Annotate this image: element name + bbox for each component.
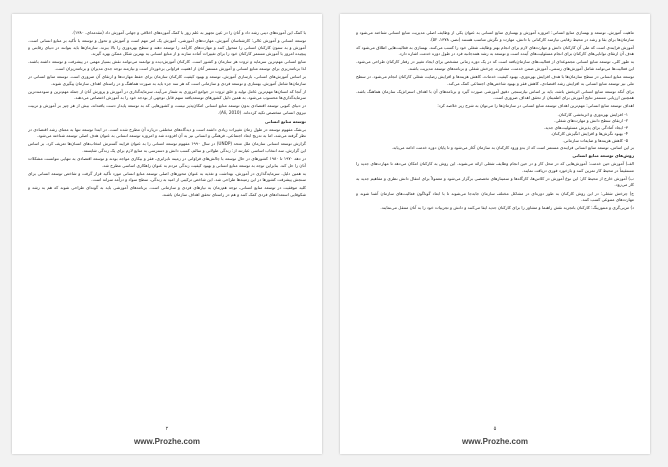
section-heading: روش‌های توسعه منابع انسانی	[572, 153, 634, 159]
list-item: ۱- افزایش بهره‌وری و اثربخشی کارکنان.	[557, 111, 628, 117]
paragraph: ج) چرخش شغلی: در این روش کارکنان به طور دوره‌ای در مشاغل مختلف سازمان جابه‌جا می‌شوند تا با ابعاد گوناگون فعالیت‌های سازمان آشنا شوند و مهارت‌های متنوعی کسب کنند.	[356, 190, 634, 203]
page-left	[12, 14, 322, 454]
paragraph: به همین دلیل، سرمایه‌گذاری در آموزش، بهداشت و تغذیه به عنوان محورهای اصلی توسعه منابع انسانی مورد تأکید قرار گرفت و شاخص توسعه انسانی برای سنجش پیشرفت کشورها در این زمینه‌ها طراحی شد. این شاخص ترکیبی از امید به زندگی، سطح سواد و درآمد سرانه است.	[28, 170, 306, 183]
page-number-right: ۵	[493, 426, 497, 432]
paragraph: در دهه ۱۹۷۰ تا ۱۹۸۰ کشورهای در حال توسعه با چالش‌های فراوانی در زمینه نابرابری، فقر و بیکاری مواجه بودند و توسعه اقتصادی به تنهایی نتوانست مشکلات آنان را حل کند. بنابراین توجه به توسعه منابع انسانی و بهبود کیفیت زندگی مردم به عنوان راهکاری اساسی مطرح شد.	[28, 156, 306, 168]
page-right-content	[356, 30, 634, 424]
list-item: ۲- ارتقای سطح دانش و مهارت‌های شغلی.	[554, 118, 628, 124]
list-item: ۳- ایجاد آمادگی برای پذیرش مسئولیت‌های جدید.	[543, 124, 628, 130]
paragraph: ب) آموزش خارج از محیط کار: این نوع آموزش در کلاس‌ها، کارگاه‌ها و سمینارهای تخصصی برگزار می‌شود و معمولاً برای انتقال دانش نظری و مفاهیم جدید به کار می‌رود.	[356, 175, 634, 188]
footer-watermark-right[interactable]: www.Prozhe.com	[462, 437, 528, 446]
page-left-content	[28, 30, 306, 424]
paragraph: بر این اساس، توسعه منابع انسانی فرایندی مستمر است که از بدو ورود کارکنان به سازمان آغاز می‌شود و تا پایان دوره خدمت ادامه می‌یابد.	[391, 144, 634, 150]
list-item: ۴- بهبود نگرش‌ها و افزایش انگیزش کارکنان.	[550, 131, 628, 137]
paragraph: اهداف توسعه منابع انسانی: مهم‌ترین اهداف توسعه منابع انسانی در سازمان‌ها را می‌توان به شرح زیر خلاصه کرد:	[437, 103, 634, 109]
paragraph: بی‌شک مفهوم توسعه در طول زمان تغییرات زیادی داشته است و دیدگاه‌های مختلفی درباره آن مطرح شده است. در ابتدا توسعه تنها به معنای رشد اقتصادی در نظر گرفته می‌شد، اما به تدریج ابعاد اجتماعی، فرهنگی و انسانی نیز به آن افزوده شد و امروزه توسعه انسانی به عنوان هدف اصلی توسعه شناخته می‌شود.	[28, 126, 306, 139]
paragraph: بر اساس آموزش‌های انسانی، بازسازی آموزش، توسعه و بهبود کیفیت کارکنان سازمان برای حفظ مهارت‌ها و ارتقای آن ضروری است. توسعه منابع انسانی در سازمان‌ها شامل آموزش، بهسازی و توسعه فردی و سازمانی است که هر سه جزء باید به صورت هماهنگ و در راستای اهداف سازمان پیگیری شوند.	[28, 74, 306, 86]
paragraph: در دنیای کنونی توسعه اقتصادی بدون توسعه منابع انسانی امکان‌پذیر نیست و کشورهایی که به توسعه پایدار دست یافته‌اند، بیش از هر چیز بر آموزش و تربیت نیروی انسانی متخصص تکیه کرده‌اند. (Ali, 2010).	[28, 103, 306, 116]
paragraph: از آنجا که انسان‌ها مهم‌ترین عامل تولید و خلق ثروت در جوامع امروزی به شمار می‌آیند، سرمایه‌گذاری در آموزش و پرورش آنان از جمله مهم‌ترین و سودمندترین سرمایه‌گذاری‌ها محسوب می‌شود. به همین دلیل کشورهای توسعه‌یافته سهم قابل توجهی از بودجه خود را به آموزش اختصاص می‌دهند.	[28, 88, 306, 101]
list-item: ۵- کاهش هزینه‌ها و ضایعات سازمانی.	[562, 137, 628, 143]
paragraph: کلید موفقیت در توسعه منابع انسانی، توجه هم‌زمان به نیازهای فردی و سازمانی است. برنامه‌های آموزشی باید به گونه‌ای طراحی شوند که هم به رشد و شکوفایی استعدادهای فردی کمک کنند و هم در راستای تحقق اهداف سازمان باشند.	[28, 185, 306, 198]
page-number-left: ۲	[165, 426, 169, 432]
footer-watermark-left[interactable]: www.Prozhe.com	[134, 437, 200, 446]
paragraph: منابع انسانی مهم‌ترین سرمایه و ثروت هر سازمان و کشور است. کارکنان آموزش‌دیده و توانمند می‌توانند نقش بسیار مهمی در پیشرفت و توسعه داشته باشند. لذا برنامه‌ریزی برای توسعه منابع انسانی و آموزش مستمر آنان از اهمیت فراوانی برخوردار است و نیازمند توجه جدی مدیران و برنامه‌ریزان است.	[28, 59, 306, 71]
paragraph: د) مربی‌گری و منتورینگ: کارکنان باتجربه نقش راهنما و مشاور را برای کارکنان جدید ایفا می‌کنند و دانش و تجربیات خود را به آنان منتقل می‌نمایند.	[380, 205, 634, 211]
paragraph: گزارش توسعه انسانی سازمان ملل متحد (UNDP) در سال ۱۹۹۰ مفهوم توسعه انسانی را به عنوان فرایند گسترش انتخاب‌های انسان‌ها تعریف کرد. بر اساس این گزارش، سه انتخاب اساسی عبارتند از: زندگی طولانی و سالم، کسب دانش و دسترسی به منابع لازم برای یک زندگی شایسته.	[28, 141, 306, 153]
paragraph: الف) آموزش حین خدمت: آموزش‌هایی که در محل کار و در حین انجام وظایف شغلی ارائه می‌شوند. این روش به کارکنان امکان می‌دهد تا مهارت‌های جدید را مستقیماً در محیط کار تمرین کنند و بازخورد فوری دریافت نمایند.	[356, 161, 634, 173]
paragraph: توسعه منابع انسانی در سطح سازمان‌ها با هدف افزایش بهره‌وری، بهبود کیفیت خدمات، کاهش هزینه‌ها و افزایش رضایت شغلی کارکنان انجام می‌شود. در سطح ملی نیز توسعه منابع انسانی به افزایش رشد اقتصادی، کاهش فقر و بهبود شاخص‌های اجتماعی کمک می‌کند.	[356, 74, 634, 86]
paragraph: با کمک این آموزه‌های دینی رشد داد و آنان را در عین تجهیز به علم روز با کمک آموزه‌های اخلاقی و جهانی آموزش داد (مقدمه‌ای، ۱۳۸۰).	[71, 30, 306, 35]
paragraph: توسعه انسانی و آموزش عالی: کارشناسان آموزش، مهارت‌های آموزشی، آموزش یک امر مهم است و آموزش و تحول و توسعه با تأکید بر منابع انسانی است. آموزش و به ستون کارکنان انسانی را متحول کنند و مهارت‌های کارآمد را توسعه دهند و سطح بهره‌وری را بالا ببرند. سازمان‌ها باید بتوانند در دنیای رقابتی و پیچیده امروز با آموزش مستمر کارکنان خود را برای تغییرات آماده سازند و از منابع انسانی به بهترین شکل ممکن بهره گیرند.	[28, 38, 306, 57]
page-right	[340, 14, 650, 454]
paragraph: به طور کلی، توسعه منابع انسانی مجموعه‌ای از فعالیت‌های سازمان‌یافته است که در یک دوره زمانی مشخص برای ایجاد تغییر در رفتار کارکنان طراحی می‌شود. این فعالیت‌ها می‌توانند شامل آموزش‌های رسمی، آموزش ضمن خدمت، مشاوره، چرخش شغلی و برنامه‌های توسعه مدیریت باشند.	[356, 59, 634, 71]
paragraph: آموزش فرایندی است که طی آن کارکنان دانش و مهارت‌های لازم برای انجام بهتر وظایف شغلی خود را کسب می‌کنند. بهسازی به فعالیت‌هایی اطلاق می‌شود که هدف آن ارتقای توانایی‌های کارکنان برای انجام مسئولیت‌های آینده است و توسعه به رشد همه‌جانبه فرد در طول دوره خدمت اشاره دارد.	[356, 44, 634, 57]
section-heading: توسعه منابع انسانی	[264, 118, 306, 124]
paragraph: ماهیت آموزش، توسعه و بهسازی منابع انسانی: امروزه آموزش و بهسازی منابع انسانی به عنوان یکی از وظایف اصلی مدیریت منابع انسانی شناخته می‌شود و سازمان‌ها برای بقا و رشد در محیط رقابتی نیازمند کارکنانی با دانش، مهارت و نگرش مناسب هستند (نصر، ۱۳۷۸، ۵۲).	[356, 30, 634, 42]
paragraph: برای آنکه توسعه منابع انسانی اثربخش باشد، باید بر اساس نیازسنجی دقیق آموزشی صورت گیرد و برنامه‌های آن با اهداف استراتژیک سازمان هماهنگ باشد. همچنین ارزیابی مستمر نتایج آموزش برای اطمینان از تحقق اهداف ضروری است.	[356, 88, 634, 101]
